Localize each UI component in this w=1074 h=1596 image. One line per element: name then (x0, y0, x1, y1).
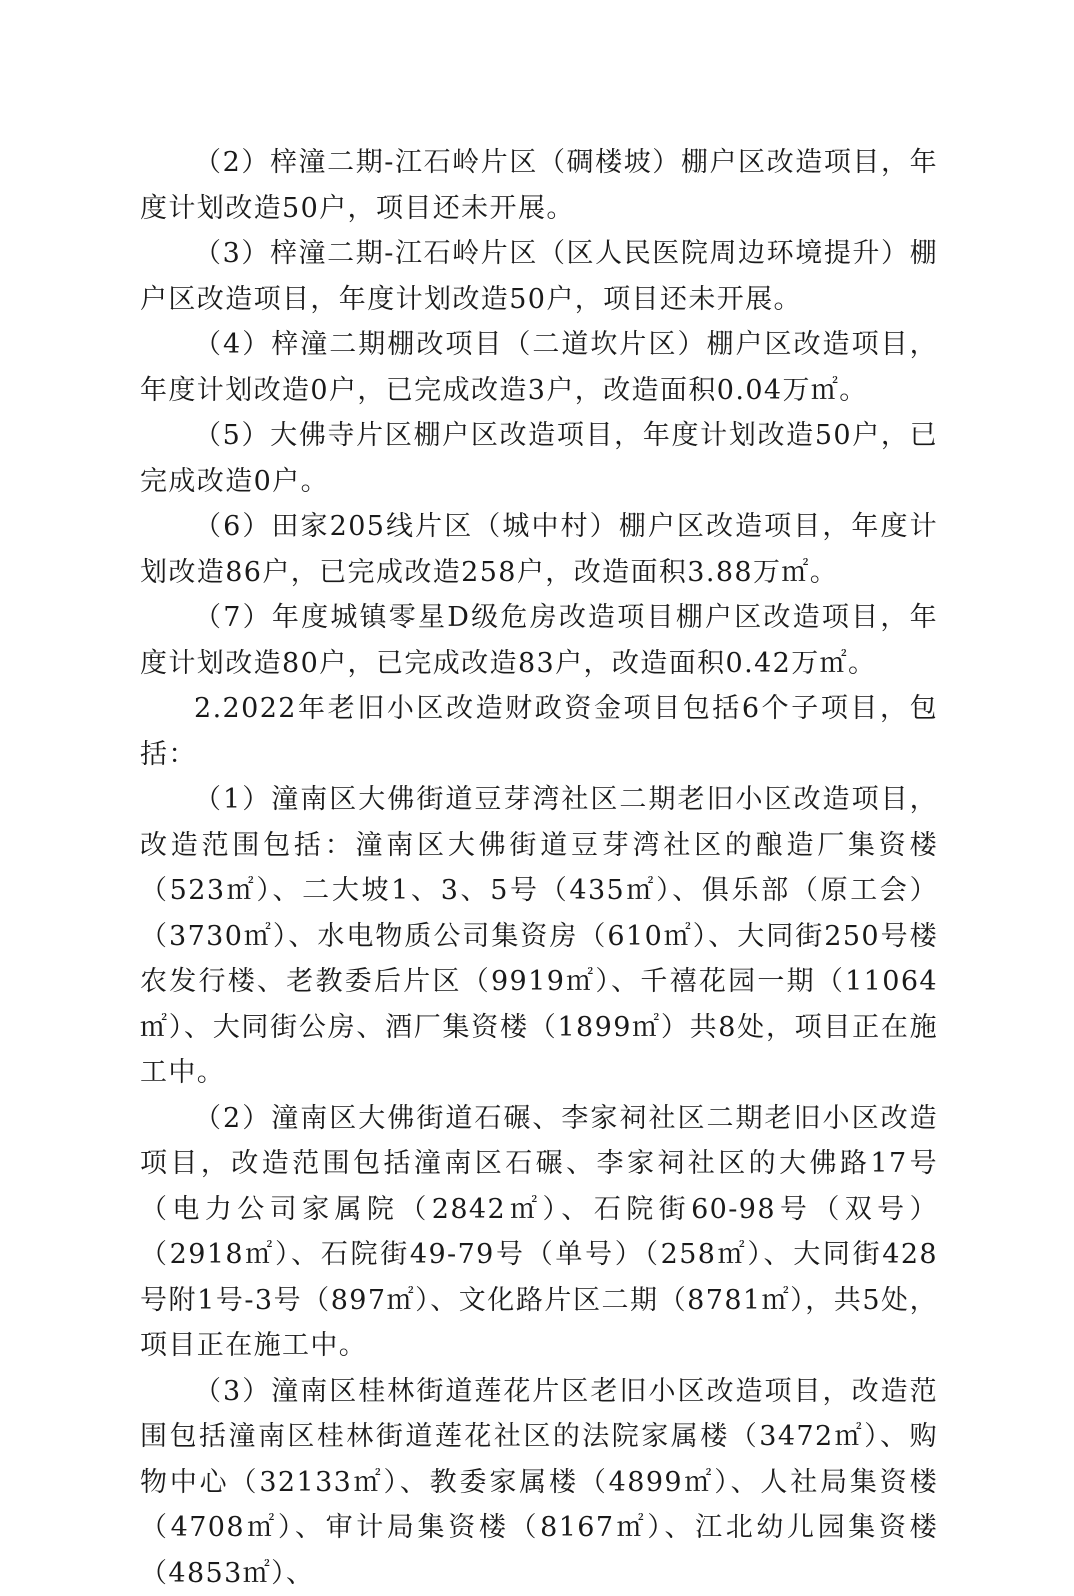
paragraph-subitem-3: （3）潼南区桂林街道莲花片区老旧小区改造项目，改造范围包括潼南区桂林街道莲花社区的法院家属楼（3472㎡）、购物中心（32133㎡）、教委家属楼（4899㎡）、人社局集资楼（4708㎡）、审计局集资楼（8167㎡）、江北幼儿园集资楼（4853㎡）、 (140, 1369, 938, 1596)
paragraph-item-4: （4）梓潼二期棚改项目（二道坎片区）棚户区改造项目，年度计划改造0户，已完成改造3户，改造面积0.04万㎡。 (140, 322, 938, 413)
paragraph-item-6: （6）田家205线片区（城中村）棚户区改造项目，年度计划改造86户，已完成改造258户，改造面积3.88万㎡。 (140, 504, 938, 595)
paragraph-item-2: （2）梓潼二期-江石岭片区（碉楼坡）棚户区改造项目，年度计划改造50户，项目还未开展。 (140, 140, 938, 231)
document-body (140, 140, 938, 1596)
paragraph-item-3: （3）梓潼二期-江石岭片区（区人民医院周边环境提升）棚户区改造项目，年度计划改造50户，项目还未开展。 (140, 231, 938, 322)
paragraph-item-5: （5）大佛寺片区棚户区改造项目，年度计划改造50户，已完成改造0户。 (140, 413, 938, 504)
paragraph-subitem-2: （2）潼南区大佛街道石碾、李家祠社区二期老旧小区改造项目，改造范围包括潼南区石碾、李家祠社区的大佛路17号（电力公司家属院（2842㎡）、石院街60-98号（双号）（2918㎡）、石院街49-79号（单号）（258㎡）、大同街428号附1号-3号（897㎡）、文化路片区二期（8781㎡），共5处，项目正在施工中。 (140, 1096, 938, 1369)
paragraph-item-7: （7）年度城镇零星D级危房改造项目棚户区改造项目，年度计划改造80户，已完成改造83户，改造面积0.42万㎡。 (140, 595, 938, 686)
section-heading-old-community-renovation: 2.2022年老旧小区改造财政资金项目包括6个子项目，包括： (140, 686, 938, 777)
paragraph-subitem-1: （1）潼南区大佛街道豆芽湾社区二期老旧小区改造项目，改造范围包括：潼南区大佛街道豆芽湾社区的酿造厂集资楼（523㎡）、二大坡1、3、5号（435㎡）、俱乐部（原工会）（3730㎡）、水电物质公司集资房（610㎡）、大同街250号楼农发行楼、老教委后片区（9919㎡）、千禧花园一期（11064㎡）、大同街公房、酒厂集资楼（1899㎡）共8处，项目正在施工中。 (140, 777, 938, 1096)
